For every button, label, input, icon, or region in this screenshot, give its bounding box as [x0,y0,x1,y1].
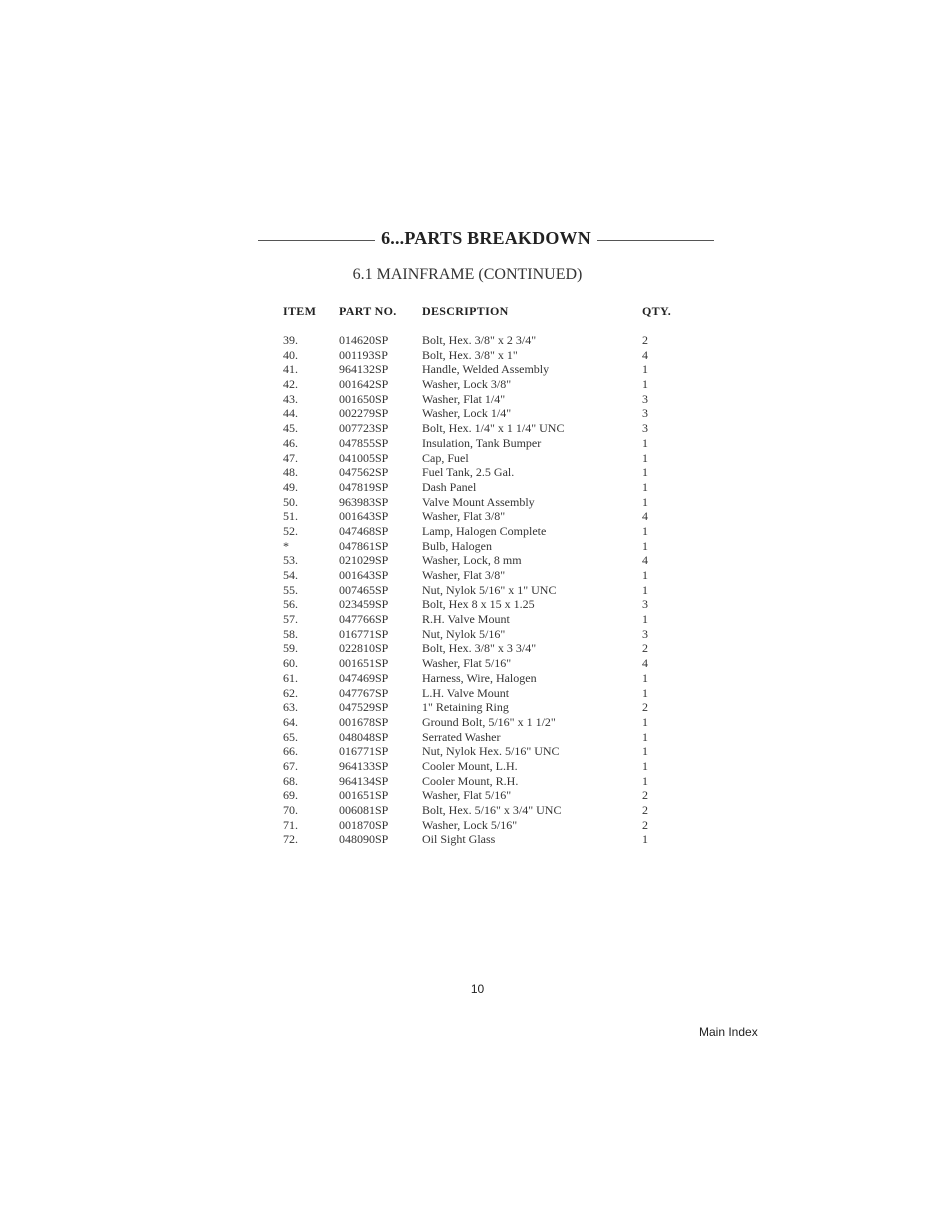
table-row [0,641,935,656]
quantity: 3 [642,391,648,406]
part-description: Dash Panel [422,479,477,494]
quantity: 2 [642,333,648,347]
table-row [0,406,935,421]
table-row [0,788,935,803]
part-description: Bolt, Hex. 3/8" x 2 3/4" [422,333,537,347]
item-number: 41. [283,362,298,377]
table-row [0,421,935,436]
quantity: 2 [642,803,648,817]
quantity: 4 [642,509,648,524]
page-number: 10 [470,982,485,996]
part-description: Nut, Nylok 5/16" x 1" UNC [422,582,557,597]
item-number: 64. [283,714,298,729]
quantity: 3 [642,597,648,612]
part-description: Ground Bolt, 5/16" x 1 1/2" [422,714,556,729]
part-number: 007465SP [339,582,389,597]
item-number: 70. [283,803,298,817]
table-row [0,583,935,598]
table-row [0,612,935,627]
part-description: L.H. Valve Mount [422,685,510,700]
part-number: 041005SP [339,450,389,465]
header-rule-left [258,240,375,241]
table-row [0,392,935,407]
part-number: 964134SP [339,773,389,788]
quantity: 3 [642,421,648,436]
item-number: * [283,538,289,553]
part-number: 002279SP [339,406,389,421]
column-header-description: DESCRIPTION [422,304,509,318]
table-row [0,333,935,348]
part-number: 047819SP [339,479,389,494]
item-number: 66. [283,744,298,759]
quantity: 1 [642,714,648,729]
quantity: 1 [642,523,648,538]
item-number: 67. [283,758,298,773]
part-number: 021029SP [339,553,389,568]
item-number: 40. [283,347,298,362]
item-number: 61. [283,670,298,685]
quantity: 1 [642,685,648,700]
part-number: 022810SP [339,641,389,656]
item-number: 50. [283,494,298,509]
part-number: 047855SP [339,435,389,450]
part-number: 001643SP [339,568,389,582]
quantity: 1 [642,744,648,759]
part-description: Washer, Lock 3/8" [422,377,512,392]
part-description: Harness, Wire, Halogen [422,670,537,685]
table-row [0,627,935,642]
table-row [0,553,935,568]
part-number: 001193SP [339,347,388,362]
quantity: 1 [642,450,648,465]
item-number: 69. [283,788,298,803]
part-description: Cooler Mount, L.H. [422,758,518,773]
subsection-title: 6.1 MAINFRAME (CONTINUED) [352,266,583,283]
part-description: Oil Sight Glass [422,832,496,847]
part-number: 964132SP [339,362,389,377]
table-row [0,568,935,583]
item-number: 42. [283,377,298,392]
item-number: 62. [283,685,298,700]
part-description: Nut, Nylok Hex. 5/16" UNC [422,744,560,759]
item-number: 60. [283,656,298,671]
part-description: Washer, Lock 1/4" [422,406,512,421]
table-row [0,362,935,377]
item-number: 47. [283,450,298,465]
column-header-part-no: PART NO. [339,304,397,318]
table-row [0,524,935,539]
quantity: 4 [642,553,648,568]
part-description: Cap, Fuel [422,450,469,465]
header-rule-right [597,240,714,241]
table-row [0,597,935,612]
item-number: 44. [283,406,298,421]
part-number: 001643SP [339,509,389,524]
table-row [0,744,935,759]
item-number: 63. [283,700,298,715]
quantity: 1 [642,435,648,450]
quantity: 1 [642,479,648,494]
item-number: 58. [283,626,298,641]
part-description: Washer, Lock, 8 mm [422,553,522,568]
part-description: 1" Retaining Ring [422,700,509,715]
item-number: 68. [283,773,298,788]
part-description: Lamp, Halogen Complete [422,523,547,538]
column-header-item: ITEM [283,304,317,318]
part-description: Nut, Nylok 5/16" [422,626,506,641]
item-number: 71. [283,817,298,832]
part-number: 964133SP [339,758,389,773]
table-row [0,803,935,818]
item-number: 52. [283,523,298,538]
part-description: R.H. Valve Mount [422,612,510,627]
part-description: Washer, Flat 3/8" [422,509,506,524]
part-number: 001642SP [339,377,389,392]
section-header [258,228,714,249]
part-number: 048090SP [339,832,389,847]
quantity: 1 [642,538,648,553]
quantity: 3 [642,406,648,421]
part-number: 001870SP [339,817,389,832]
part-number: 963983SP [339,494,389,509]
part-number: 016771SP [339,626,389,641]
section-title: 6...PARTS BREAKDOWN [381,228,591,248]
quantity: 1 [642,758,648,773]
item-number: 39. [283,333,298,347]
part-number: 006081SP [339,803,389,817]
item-number: 46. [283,435,298,450]
quantity: 2 [642,700,648,715]
item-number: 43. [283,391,298,406]
item-number: 51. [283,509,298,524]
table-row [0,436,935,451]
part-number: 047529SP [339,700,389,715]
table-row [0,818,935,833]
item-number: 72. [283,832,298,847]
part-description: Washer, Lock 5/16" [422,817,518,832]
part-description: Washer, Flat 5/16" [422,788,512,803]
part-number: 014620SP [339,333,389,347]
table-row [0,715,935,730]
quantity: 1 [642,670,648,685]
part-number: 047861SP [339,538,389,553]
part-number: 047766SP [339,612,389,627]
part-description: Valve Mount Assembly [422,494,535,509]
item-number: 53. [283,553,298,568]
table-row [0,451,935,466]
item-number: 45. [283,421,298,436]
part-description: Washer, Flat 3/8" [422,568,506,582]
table-row [0,377,935,392]
part-description: Bolt, Hex 8 x 15 x 1.25 [422,597,535,612]
table-row [0,465,935,480]
part-description: Insulation, Tank Bumper [422,435,542,450]
item-number: 65. [283,729,298,744]
table-row [0,480,935,495]
column-header-qty: QTY. [642,304,672,318]
item-number: 56. [283,597,298,612]
quantity: 1 [642,582,648,597]
quantity: 1 [642,729,648,744]
part-description: Washer, Flat 1/4" [422,391,506,406]
part-number: 016771SP [339,744,389,759]
item-number: 48. [283,465,298,480]
item-number: 57. [283,612,298,627]
part-number: 047562SP [339,465,389,480]
table-row [0,671,935,686]
part-description: Cooler Mount, R.H. [422,773,519,788]
part-number: 048048SP [339,729,389,744]
item-number: 49. [283,479,298,494]
part-number: 007723SP [339,421,389,436]
part-number: 047767SP [339,685,389,700]
table-row [0,774,935,789]
part-description: Bolt, Hex. 5/16" x 3/4" UNC [422,803,562,817]
table-row [0,759,935,774]
quantity: 2 [642,817,648,832]
quantity: 3 [642,626,648,641]
table-row [0,730,935,745]
part-description: Washer, Flat 5/16" [422,656,512,671]
quantity: 1 [642,377,648,392]
table-row [0,495,935,510]
table-row [0,686,935,701]
quantity: 4 [642,347,648,362]
main-index-link[interactable]: Main Index [699,1025,758,1039]
table-row [0,656,935,671]
part-number: 001678SP [339,714,389,729]
table-row [0,832,935,847]
item-number: 55. [283,582,298,597]
table-row [0,539,935,554]
quantity: 1 [642,612,648,627]
quantity: 2 [642,641,648,656]
part-number: 047469SP [339,670,389,685]
part-description: Handle, Welded Assembly [422,362,550,377]
parts-table [0,333,935,847]
part-number: 001650SP [339,391,389,406]
item-number: 59. [283,641,298,656]
quantity: 1 [642,832,648,847]
part-number: 001651SP [339,788,389,803]
quantity: 1 [642,773,648,788]
part-number: 001651SP [339,656,389,671]
quantity: 4 [642,656,648,671]
part-number: 023459SP [339,597,389,612]
table-row [0,348,935,363]
quantity: 1 [642,465,648,480]
part-description: Bolt, Hex. 3/8" x 3 3/4" [422,641,537,656]
quantity: 2 [642,788,648,803]
table-row [0,700,935,715]
part-description: Serrated Washer [422,729,501,744]
part-description: Bolt, Hex. 1/4" x 1 1/4" UNC [422,421,565,436]
part-description: Bolt, Hex. 3/8" x 1" [422,347,518,362]
table-row [0,509,935,524]
part-number: 047468SP [339,523,389,538]
quantity: 1 [642,362,648,377]
part-description: Bulb, Halogen [422,538,492,553]
item-number: 54. [283,568,298,582]
quantity: 1 [642,494,648,509]
part-description: Fuel Tank, 2.5 Gal. [422,465,515,480]
quantity: 1 [642,568,648,582]
